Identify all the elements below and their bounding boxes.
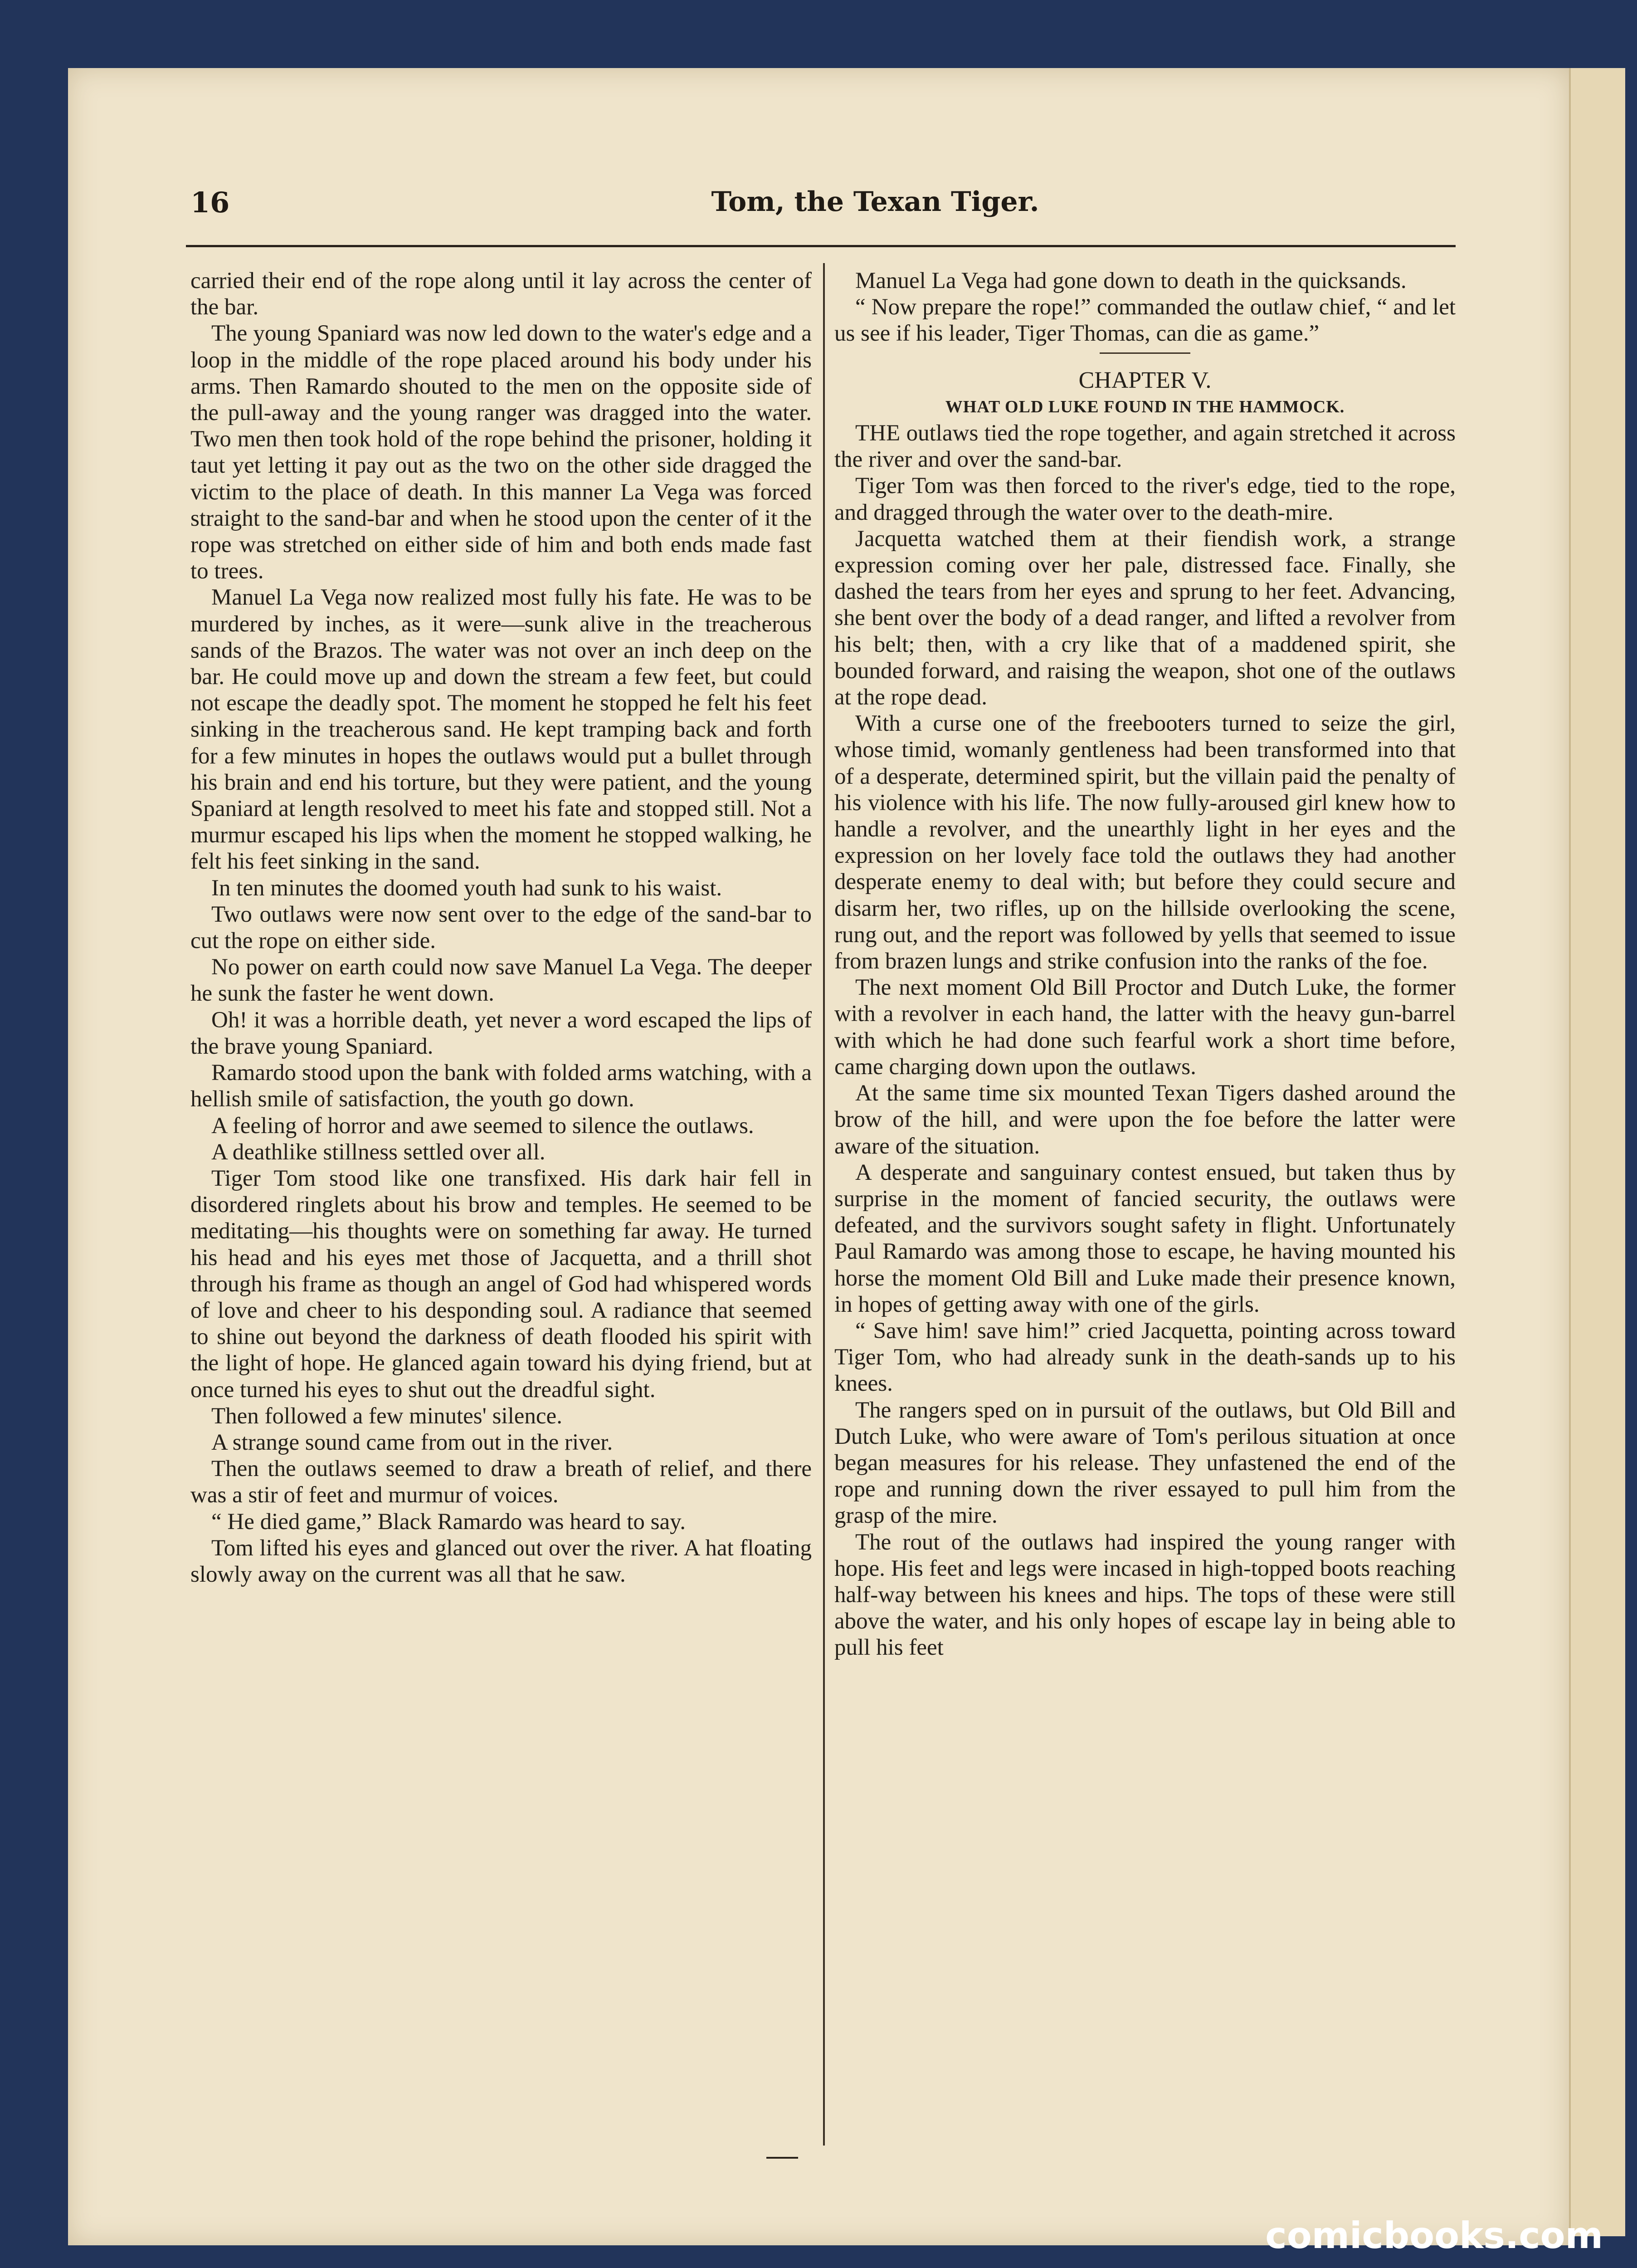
header-rule [186, 245, 1456, 247]
paragraph: Manuel La Vega now realized most fully his fate. He was to be murdered by inches, as it were—sunk alive in the treacherous sands of the Brazos. The water was not over an inch deep on the bar. He could move up and down the stream a few feet, but could not escape the deadly spot. The moment he stopped he felt his feet sinking in the treacherous sand. He kept tramping back and forth for a few minutes in hopes the outlaws would put a bullet through his brain and end his torture, but they were patient, and the young Spaniard at length resolved to meet his fate and stopped still. Not a murmur escaped his lips when the moment he stopped walking, he felt his feet sinking in the sand. [190, 585, 812, 875]
right-column [834, 268, 1456, 1661]
paragraph: No power on earth could now save Manuel La Vega. The deeper he sunk the faster he went down. [190, 954, 812, 1007]
paragraph: Tiger Tom was then forced to the river's edge, tied to the rope, and dragged through the water over to the death-mire. [834, 473, 1456, 525]
chapter-rule [1100, 352, 1190, 354]
paragraph: Tom lifted his eyes and glanced out over the river. A hat floating slowly away on the current was all that he saw. [190, 1535, 812, 1587]
paragraph: Ramardo stood upon the bank with folded arms watching, with a hellish smile of satisfaction, the youth go down. [190, 1060, 812, 1112]
paragraph: Jacquetta watched them at their fiendish work, a strange expression coming over her pale, distressed face. Finally, she dashed the tears from her eyes and sprung to her feet. Advancing, she bent over the body of a dead ranger, and lifted a revolver from his belt; then, with a cry like that of a maddened spirit, she bounded forward, and raising the weapon, shot one of the outlaws at the rope dead. [834, 526, 1456, 710]
paragraph: “ Save him! save him!” cried Jacquetta, pointing across toward Tiger Tom, who had already sunk in the death-sands up to his knees. [834, 1318, 1456, 1397]
paragraph: At the same time six mounted Texan Tigers dashed around the brow of the hill, and were upon the foe before the latter were aware of the situation. [834, 1080, 1456, 1159]
paragraph: Oh! it was a horrible death, yet never a word escaped the lips of the brave young Spaniard. [190, 1007, 812, 1059]
page-number: 16 [190, 186, 230, 219]
paragraph: Two outlaws were now sent over to the edge of the sand-bar to cut the rope on either side. [190, 901, 812, 954]
paragraph: Then followed a few minutes' silence. [211, 1403, 562, 1429]
paragraph: A strange sound came from out in the river. [211, 1429, 613, 1455]
paragraph: “ He died game,” Black Ramardo was heard to say. [211, 1509, 686, 1535]
paragraph: A feeling of horror and awe seemed to silence the outlaws. [211, 1113, 754, 1139]
watermark: comicbooks.com [1265, 2214, 1603, 2257]
paragraph: Tiger Tom stood like one transfixed. His dark hair fell in disordered ringlets about his brow and temples. He seemed to be meditating—his thoughts were on something far away. He turned his head and his eyes met those of Jacquetta, and a thrill shot through his frame as though an angel of God had whispered words of love and cheer to his desponding soul. A radiance that seemed to shine out beyond the darkness of death flooded his spirit with the light of hope. He glanced again toward his dying friend, but at once turned his eyes to shut out the dreadful sight. [190, 1165, 812, 1403]
paragraph: The young Spaniard was now led down to the water's edge and a loop in the middle of the rope placed around his body under his arms. Then Ramardo shouted to the men on the opposite side of the pull-away and the young ranger was dragged into the water. Two men then took hold of the rope behind the prisoner, holding it taut yet letting it pay out as the two on the other side dragged the victim to the place of death. In this manner La Vega was forced straight to the sand-bar and when he stood upon the center of it the rope was stretched on either side of him and both ends made fast to trees. [190, 321, 812, 584]
paragraph: Then the outlaws seemed to draw a breath of relief, and there was a stir of feet and murmur of voices. [190, 1456, 812, 1508]
paragraph: Manuel La Vega had gone down to death in the quicksands. [855, 268, 1407, 293]
page-header [127, 186, 1460, 231]
column-rule [823, 263, 825, 2146]
paragraph: A desperate and sanguinary contest ensued, but taken thus by surprise in the moment of fancied security, the outlaws were defeated, and the survivors sought safety in flight. Unfortunately Paul Ramardo was among those to escape, he having mounted his horse the moment Old Bill and Luke made their presence known, in hopes of getting away with one of the girls. [834, 1159, 1456, 1317]
paragraph: The next moment Old Bill Proctor and Dutch Luke, the former with a revolver in each hand, the latter with the heavy gun-barrel with which he had done such fearful work a short time before, came charging down upon the outlaws. [834, 975, 1456, 1080]
paragraph: A deathlike stillness settled over all. [211, 1139, 546, 1165]
paragraph: With a curse one of the freebooters turned to seize the girl, whose timid, womanly gentleness had been transformed into that of a desperate, determined spirit, but the villain paid the penalty of his violence with his life. The now fully-aroused girl knew how to handle a revolver, and the unearthly light in her eyes and the expression on her lovely face told the outlaws they had another desperate enemy to deal with; but before they could secure and disarm her, two rifles, up on the hillside overlooking the scene, rung out, and the report was followed by yells that seemed to issue from brazen lungs and strike confusion into the ranks of the foe. [834, 711, 1456, 974]
bottom-mark [766, 2157, 798, 2159]
running-title: Tom, the Texan Tiger. [711, 186, 1039, 218]
chapter-heading: CHAPTER V. [1078, 367, 1212, 393]
left-column [190, 268, 812, 1588]
paragraph: THE outlaws tied the rope together, and again stretched it across the river and over the sand-bar. [834, 420, 1456, 473]
paragraph: In ten minutes the doomed youth had sunk to his waist. [211, 875, 722, 901]
paragraph: The rout of the outlaws had inspired the young ranger with hope. His feet and legs were incased in high-topped boots reaching half-way between his knees and hips. The tops of these were still above the water, and his only hopes of escape lay in being able to pull his feet [834, 1529, 1456, 1661]
page-edge [1569, 68, 1625, 2236]
paragraph: “ Now prepare the rope!” commanded the outlaw chief, “ and let us see if his leader, Tiger Thomas, can die as game.” [834, 294, 1456, 347]
paragraph: carried their end of the rope along until it lay across the center of the bar. [190, 268, 812, 320]
paragraph: The rangers sped on in pursuit of the outlaws, but Old Bill and Dutch Luke, who were aware of Tom's perilous situation at once began measures for his release. They unfastened the end of the rope and running down the river essayed to pull him from the grasp of the mire. [834, 1397, 1456, 1529]
chapter-subtitle: WHAT OLD LUKE FOUND IN THE HAMMOCK. [945, 397, 1345, 416]
